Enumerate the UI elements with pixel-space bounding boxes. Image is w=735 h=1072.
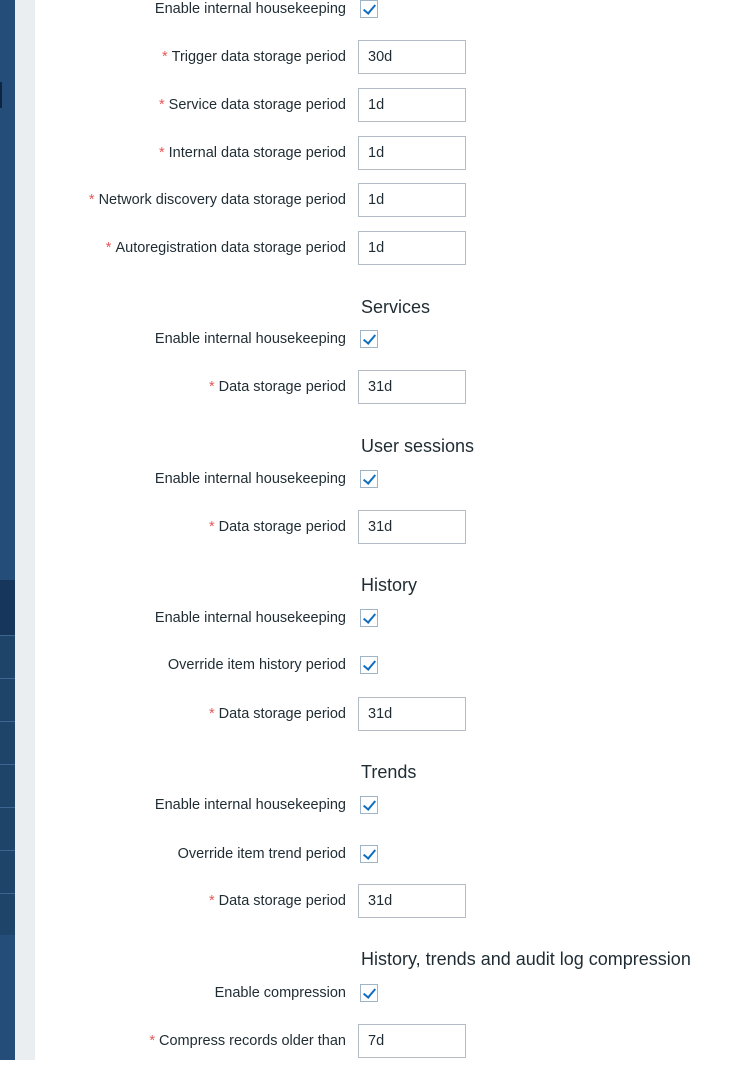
required-marker: * <box>208 706 215 722</box>
enable-internal-housekeeping-checkbox[interactable] <box>360 796 378 814</box>
section-heading-services: Services <box>361 297 431 317</box>
field-label-text: Data storage period <box>218 519 346 535</box>
field-label <box>155 322 346 356</box>
data-storage-period-input[interactable]: 31d <box>358 697 466 731</box>
field-label-text: Enable compression <box>214 985 346 1001</box>
page-bottom <box>0 1060 735 1072</box>
section-heading-history: History <box>361 575 418 595</box>
form-row <box>0 697 735 731</box>
form-row <box>0 837 735 871</box>
required-marker: * <box>208 379 215 395</box>
trigger-data-storage-period-input[interactable]: 30d <box>358 40 466 74</box>
enable-internal-housekeeping-checkbox[interactable] <box>360 470 378 488</box>
field-label <box>209 697 346 731</box>
form-row <box>0 648 735 682</box>
field-label <box>155 462 346 496</box>
required-marker: * <box>208 519 215 535</box>
section-heading-history-trends-and-audit-log-compression: History, trends and audit log compression <box>361 949 691 969</box>
data-storage-period-input[interactable]: 31d <box>358 510 466 544</box>
field-label <box>155 788 346 822</box>
data-storage-period-input[interactable]: 31d <box>358 370 466 404</box>
field-label <box>155 601 346 635</box>
form-row <box>0 183 735 217</box>
field-label <box>89 183 346 217</box>
field-label-text: Override item history period <box>167 657 346 673</box>
required-marker: * <box>105 240 112 256</box>
form-row <box>0 231 735 265</box>
field-label-text: Compress records older than <box>159 1033 346 1049</box>
field-label <box>209 370 346 404</box>
field-label <box>106 231 346 265</box>
service-data-storage-period-input[interactable]: 1d <box>358 88 466 122</box>
field-label-text: Enable internal housekeeping <box>154 471 346 487</box>
field-label <box>215 976 346 1010</box>
network-discovery-data-storage-period-input[interactable]: 1d <box>358 183 466 217</box>
form-row <box>0 884 735 918</box>
field-label-text: Trigger data storage period <box>171 49 346 65</box>
sidebar-divider <box>0 635 15 636</box>
form-row <box>0 40 735 74</box>
field-label-text: Data storage period <box>218 706 346 722</box>
sidebar-divider <box>0 764 15 765</box>
required-marker: * <box>159 145 165 161</box>
field-label-text: Data storage period <box>218 379 346 395</box>
field-label-text: Enable internal housekeeping <box>154 610 346 626</box>
form-row <box>0 0 735 26</box>
field-label <box>159 88 346 122</box>
field-label-text: Network discovery data storage period <box>98 192 346 208</box>
form-row <box>0 322 735 356</box>
field-label <box>149 1024 346 1058</box>
autoregistration-data-storage-period-input[interactable]: 1d <box>358 231 466 265</box>
field-label-text: Service data storage period <box>168 97 346 113</box>
required-marker: * <box>149 1033 156 1049</box>
field-label <box>209 510 346 544</box>
field-label-text: Data storage period <box>218 893 346 909</box>
compress-records-older-than-input[interactable]: 7d <box>358 1024 466 1058</box>
field-label <box>168 648 346 682</box>
field-label <box>209 884 346 918</box>
field-label <box>178 837 346 871</box>
field-label-text: Enable internal housekeeping <box>154 797 346 813</box>
field-label-text: Enable internal housekeeping <box>154 1 346 17</box>
field-label-text: Internal data storage period <box>168 145 346 161</box>
form-row <box>0 88 735 122</box>
field-label-text: Enable internal housekeeping <box>154 331 346 347</box>
required-marker: * <box>208 893 215 909</box>
field-label <box>162 40 346 74</box>
field-label <box>159 136 346 170</box>
enable-internal-housekeeping-checkbox[interactable] <box>360 609 378 627</box>
data-storage-period-input[interactable]: 31d <box>358 884 466 918</box>
form-row <box>0 1024 735 1058</box>
enable-internal-housekeeping-checkbox[interactable] <box>360 0 378 18</box>
enable-compression-checkbox[interactable] <box>360 984 378 1002</box>
required-marker: * <box>161 49 168 65</box>
form-row <box>0 788 735 822</box>
internal-data-storage-period-input[interactable]: 1d <box>358 136 466 170</box>
field-label <box>155 0 346 26</box>
required-marker: * <box>159 97 165 113</box>
form-row <box>0 370 735 404</box>
field-label-text: Override item trend period <box>177 846 346 862</box>
form-row <box>0 510 735 544</box>
enable-internal-housekeeping-checkbox[interactable] <box>360 330 378 348</box>
section-heading-trends: Trends <box>361 762 417 782</box>
form-row <box>0 976 735 1010</box>
form-row <box>0 462 735 496</box>
form-row <box>0 601 735 635</box>
section-heading-user-sessions: User sessions <box>361 436 475 456</box>
override-item-trend-period-checkbox[interactable] <box>360 845 378 863</box>
required-marker: * <box>88 192 95 208</box>
form-row <box>0 136 735 170</box>
override-item-history-period-checkbox[interactable] <box>360 656 378 674</box>
field-label-text: Autoregistration data storage period <box>115 240 346 256</box>
